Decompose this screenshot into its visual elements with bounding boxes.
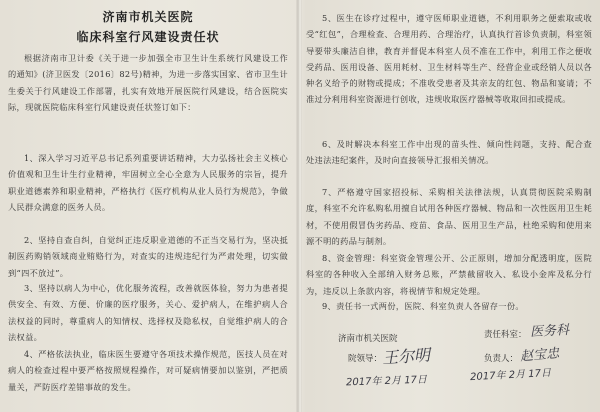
clause-7: 7、严格遵守国家招投标、采购相关法律法规，认真贯彻医院采购制度，科室不允许私购私用擅自试用各种医疗器械、物品和一次性医用卫生耗材，不使用假冒伪劣药品、疫苗、食品、医用卫生产品，杜绝采购和使用来源不明的药品与制剂。 — [306, 187, 592, 246]
hospital-name-label: 济南市机关医院 — [338, 334, 398, 344]
intro-paragraph: 根据济南市卫计委《关于进一步加强全市卫生计生系统行风建设工作的通知》(济卫医发〔2016〕82号)精神，为进一步落实国家、省市卫生计生委关于行风建设工作部署，扎实有效地开展医院行风建设，结合医院实际，现就医院临床科室行风建设责任状签订如下： — [8, 53, 288, 112]
document-title-line2: 临床科室行风建设责任状 — [76, 30, 220, 44]
clause-8: 8、资金管理：科室资金管理公开、公正原则，增加分配透明度，医院科室的各种收入全部纳入财务总账，严禁截留收入、私设小金库及私分行为，违反以上条款内容，将视情节和规定处理。 — [306, 253, 592, 296]
clause-5: 5、医生在诊疗过程中，遵守医师职业道德，不利用职务之便索取或收受“红包”，合理检查、合理用药、合理治疗，认真执行首诊负责制，科室领导要带头廉洁自律，教育并督促本科室人员不准在工作中，利用工作之便收受药品、医用设备、医用耗材、卫生材料等生产、经营企业或经销人员以各种名义给予的财物或提成；不准收受患者及其亲友的红包、物品和宴请；不准过分利用科室资源进行创收，违规收取医疗器械等收取回扣或提成。 — [306, 13, 592, 105]
clause-6: 6、及时解决本科室工作中出现的苗头性、倾向性问题，支持、配合查处违法违纪案件，及时向直接领导汇报相关情况。 — [306, 139, 592, 166]
hospital-leader-label: 院领导： — [348, 354, 383, 364]
clause-1: 1、深入学习习近平总书记系列重要讲话精神，大力弘扬社会主义核心价值观和卫生计生行业精神，牢固树立全心全意为人民服务的宗旨，提升职业道德素养和职业精神，严格执行《医疗机构从业人员行为规范》，争做人民群众满意的医务人员。 — [8, 153, 288, 212]
left-column — [0, 0, 296, 412]
date-left: 2017年 2月 17日 — [345, 374, 428, 389]
dept-name-handwritten: 医务科 — [529, 322, 570, 341]
clause-2: 2、坚持自查自纠，自觉纠正违反职业道德的不正当交易行为，坚决抵制医药购销领域商业贿赂行为，对查实的违规违纪行为严肃处理，切实做到“四不放过”。 — [8, 235, 288, 278]
dept-head-signature: 赵宝忠 — [519, 346, 560, 365]
date-right: 2017年 2月 17日 — [469, 367, 552, 384]
document-title-line1: 济南市机关医院 — [102, 10, 194, 24]
clause-4: 4、严格依法执业，临床医生要遵守各项技术操作规范，医技人员在对病人的检查过程中要严格按照规程操作，对可疑病情要加以鉴别，严把质量关，严防医疗差错事故的发生。 — [8, 349, 288, 392]
hospital-leader-signature: 王尔明 — [381, 345, 431, 368]
clause-3: 3、坚持以病人为中心，优化服务流程，改善就医体验，努力为患者提供安全、有效、方便、价廉的医疗服务，关心、爱护病人，在维护病人合法权益的同时，尊重病人的知情权、选择权及隐私权，自觉维护病人的合法权益。 — [8, 283, 288, 342]
dept-head-label: 负责人： — [484, 354, 519, 364]
clause-9: 9、责任书一式两份，医院、科室负责人各留存一份。 — [322, 301, 524, 311]
dept-label: 责任科室： — [484, 330, 527, 340]
